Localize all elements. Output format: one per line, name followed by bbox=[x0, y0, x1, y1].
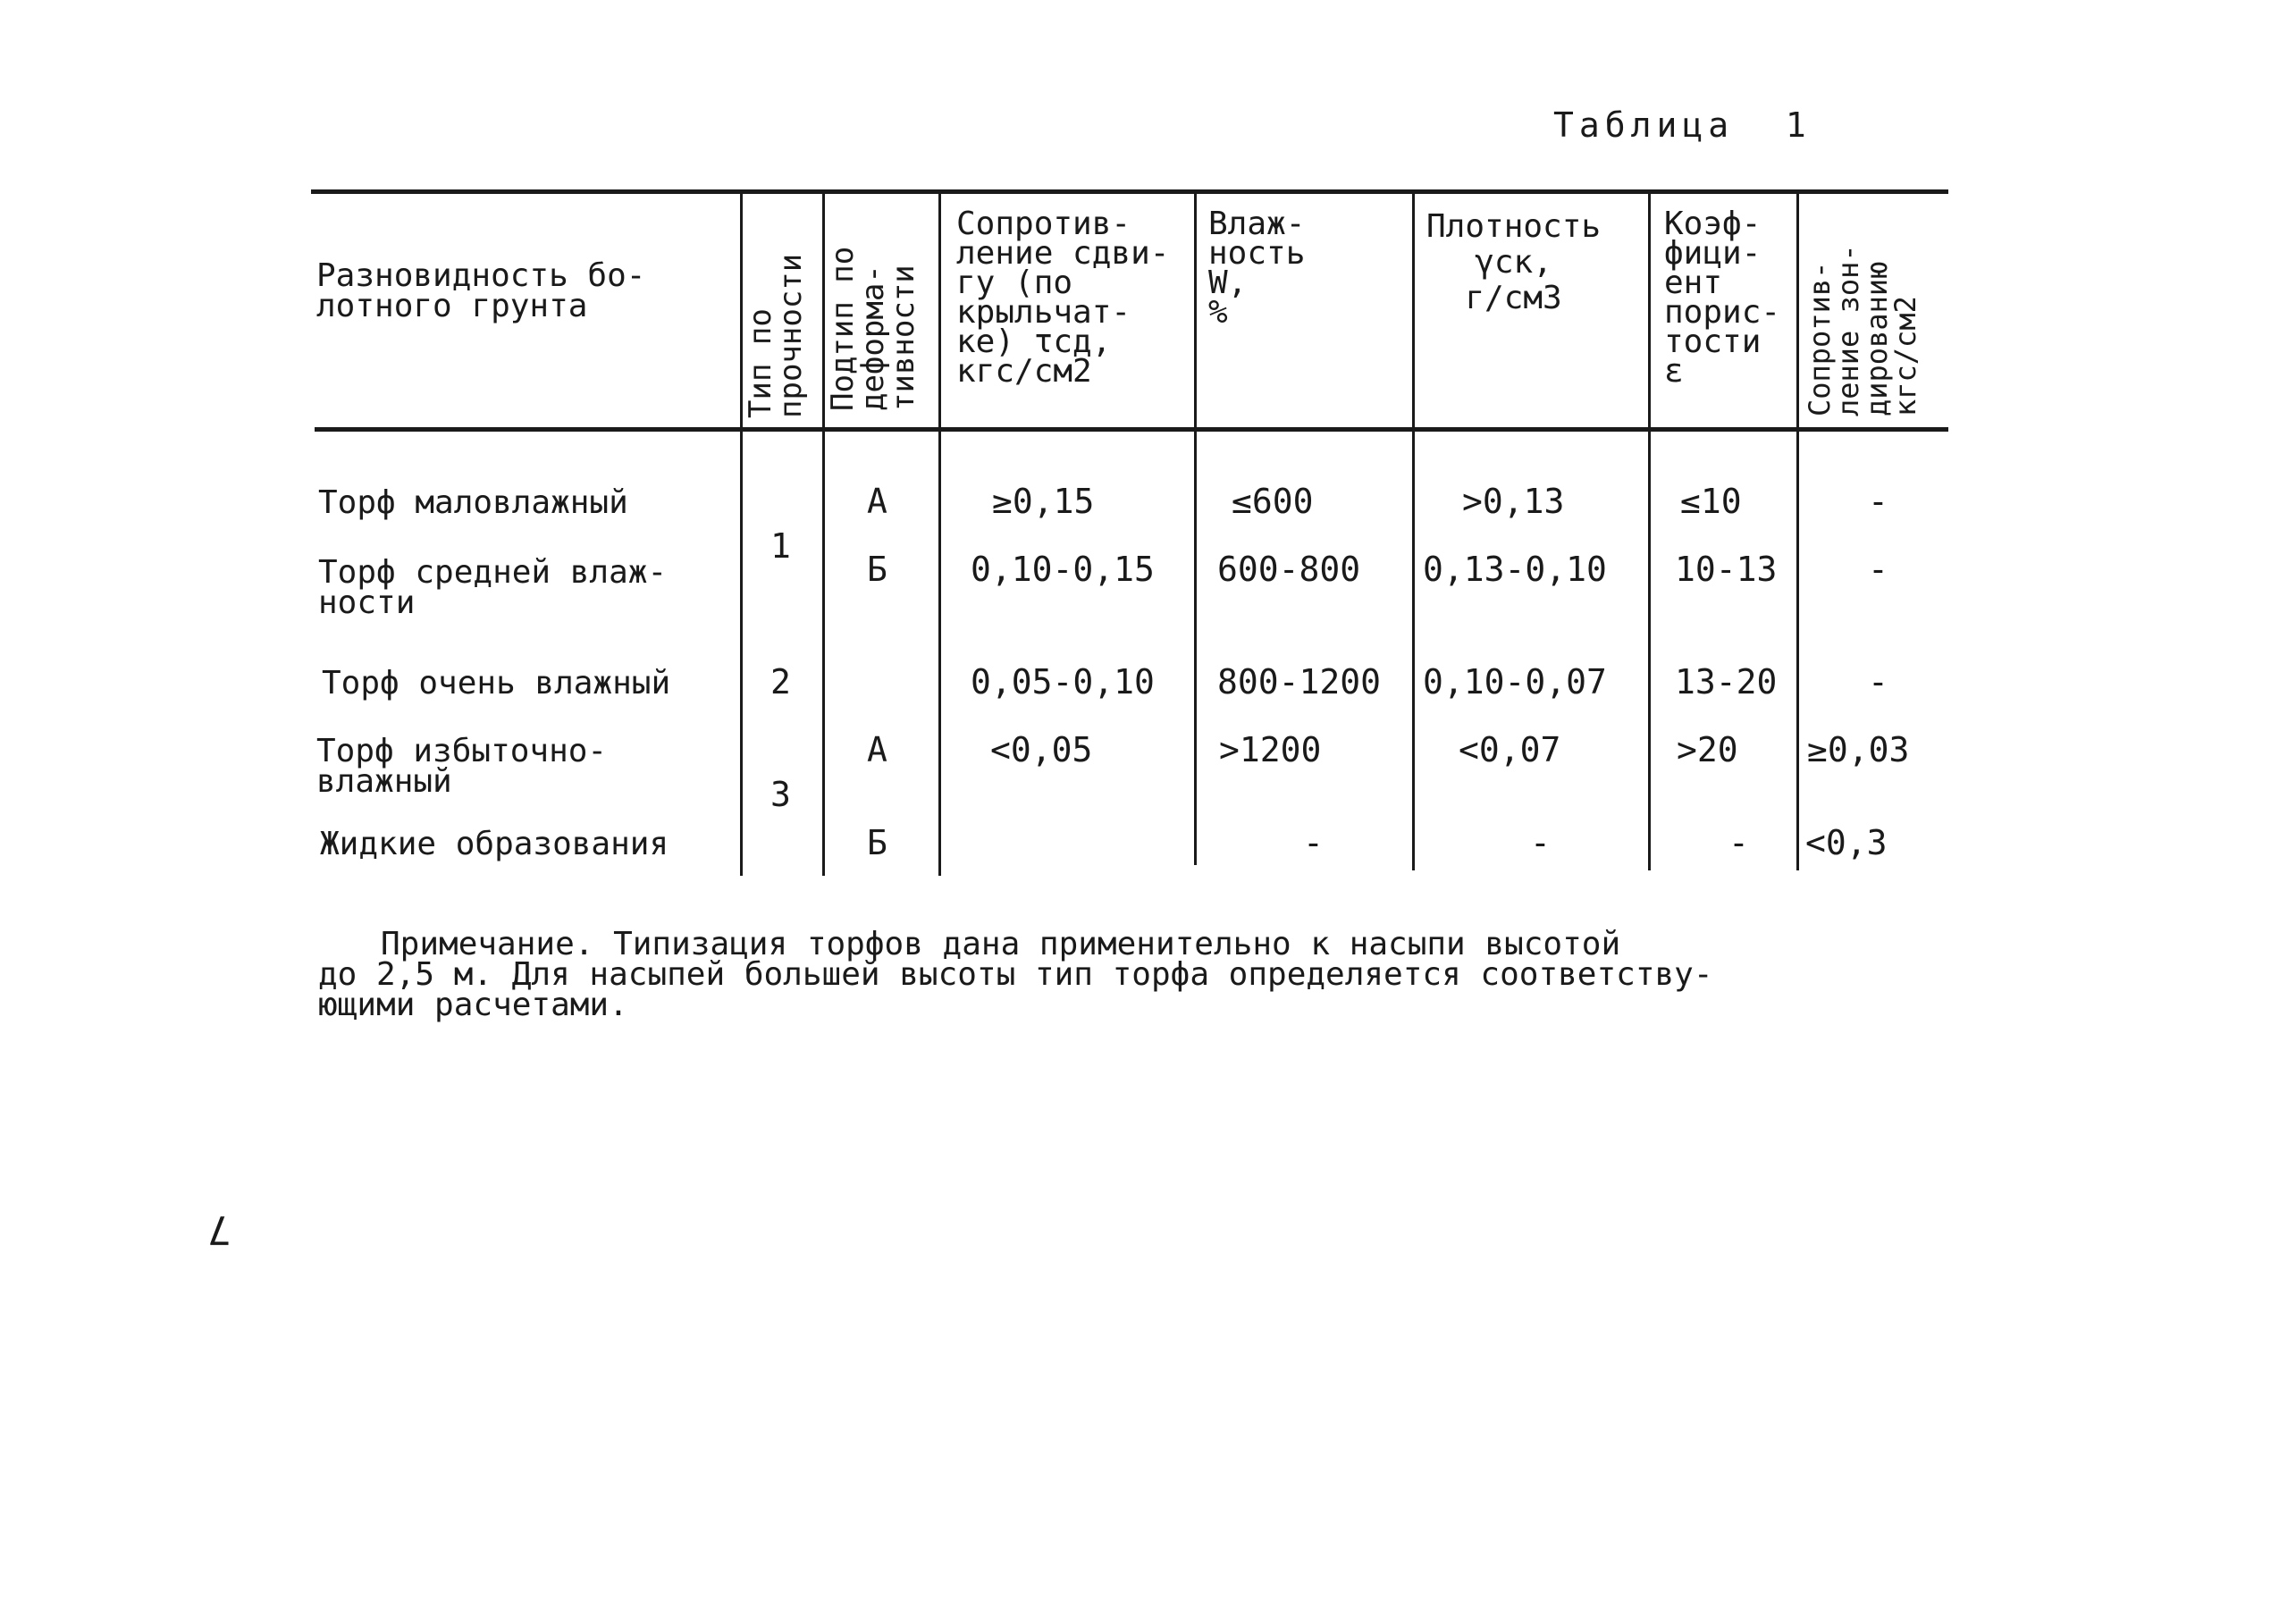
row1-subtype: А bbox=[867, 482, 887, 521]
row1-moisture: ≤600 bbox=[1232, 482, 1314, 521]
note-line-1: Примечание. Типизация торфов дана применительно к насыпи высотой bbox=[381, 926, 1621, 962]
col-divider-6 bbox=[1648, 189, 1651, 870]
header-deform-subtype: Подтип по деформа- тивности bbox=[825, 246, 921, 411]
table-header-rule bbox=[315, 427, 1948, 432]
header-strength-type: Тип по прочности bbox=[743, 253, 809, 418]
col-divider-3 bbox=[938, 189, 941, 876]
type-group-1: 1 bbox=[770, 526, 791, 566]
row4-variety: Торф избыточно- влажный bbox=[316, 733, 608, 800]
row1-variety: Торф маловлажный bbox=[318, 484, 628, 521]
row3-moisture: 800-1200 bbox=[1217, 662, 1382, 702]
header-shear: Сопротив- ление сдви- гу (по крыльчат- ке) τсд, кгс/см2 bbox=[956, 206, 1170, 390]
row5-moisture: - bbox=[1303, 823, 1324, 862]
row1-porosity: ≤10 bbox=[1680, 482, 1742, 521]
row4-subtype: А bbox=[867, 730, 887, 769]
table-top-rule bbox=[311, 189, 1948, 194]
row2-variety: Торф средней влаж- ности bbox=[318, 554, 668, 621]
row3-probe: - bbox=[1868, 662, 1888, 702]
page-number: 7 bbox=[207, 1206, 231, 1252]
row5-subtype: Б bbox=[867, 823, 887, 862]
row5-porosity: - bbox=[1728, 823, 1749, 862]
row4-density: <0,07 bbox=[1459, 730, 1561, 769]
col-divider-4 bbox=[1194, 189, 1197, 865]
table-title: Таблица 1 bbox=[1553, 105, 1812, 145]
row5-density: - bbox=[1530, 823, 1551, 862]
col-divider-5 bbox=[1412, 189, 1415, 870]
header-moisture: Влаж- ность W, % bbox=[1208, 206, 1306, 331]
col-divider-1 bbox=[740, 189, 743, 876]
row5-variety: Жидкие образования bbox=[320, 826, 669, 862]
note-line-3: ющими расчетами. bbox=[318, 987, 628, 1023]
row4-shear: <0,05 bbox=[990, 730, 1093, 769]
row1-shear: ≥0,15 bbox=[992, 482, 1095, 521]
row5-probe: <0,3 bbox=[1805, 823, 1888, 862]
header-porosity: Коэф- фици- ент порис- тости ε bbox=[1664, 206, 1781, 390]
note-line-2: до 2,5 м. Для насыпей большей высоты тип торфа определяется соответству- bbox=[318, 956, 1713, 993]
row1-probe: - bbox=[1868, 482, 1888, 521]
header-probe: Сопротив- ление зон- дированию кгс/см2 bbox=[1803, 244, 1922, 416]
row3-porosity: 13-20 bbox=[1675, 662, 1778, 702]
type-group-3: 3 bbox=[770, 775, 791, 814]
row1-density: >0,13 bbox=[1462, 482, 1565, 521]
header-variety: Разновидность бо- лотного грунта bbox=[316, 257, 646, 324]
row2-shear: 0,10-0,15 bbox=[971, 550, 1155, 589]
row3-density: 0,10-0,07 bbox=[1423, 662, 1607, 702]
row2-probe: - bbox=[1868, 550, 1888, 589]
table-note bbox=[318, 926, 1945, 1023]
row3-shear: 0,05-0,10 bbox=[971, 662, 1155, 702]
row4-probe: ≥0,03 bbox=[1807, 730, 1910, 769]
row4-porosity: >20 bbox=[1677, 730, 1738, 769]
row2-porosity: 10-13 bbox=[1675, 550, 1778, 589]
row2-density: 0,13-0,10 bbox=[1423, 550, 1607, 589]
row3-type: 2 bbox=[770, 662, 791, 702]
header-density: Плотность γск, г/см3 bbox=[1426, 208, 1602, 316]
row2-subtype: Б bbox=[867, 550, 887, 589]
row3-variety: Торф очень влажный bbox=[322, 665, 671, 702]
row2-moisture: 600-800 bbox=[1217, 550, 1361, 589]
col-divider-7 bbox=[1796, 189, 1799, 870]
row4-moisture: >1200 bbox=[1219, 730, 1322, 769]
